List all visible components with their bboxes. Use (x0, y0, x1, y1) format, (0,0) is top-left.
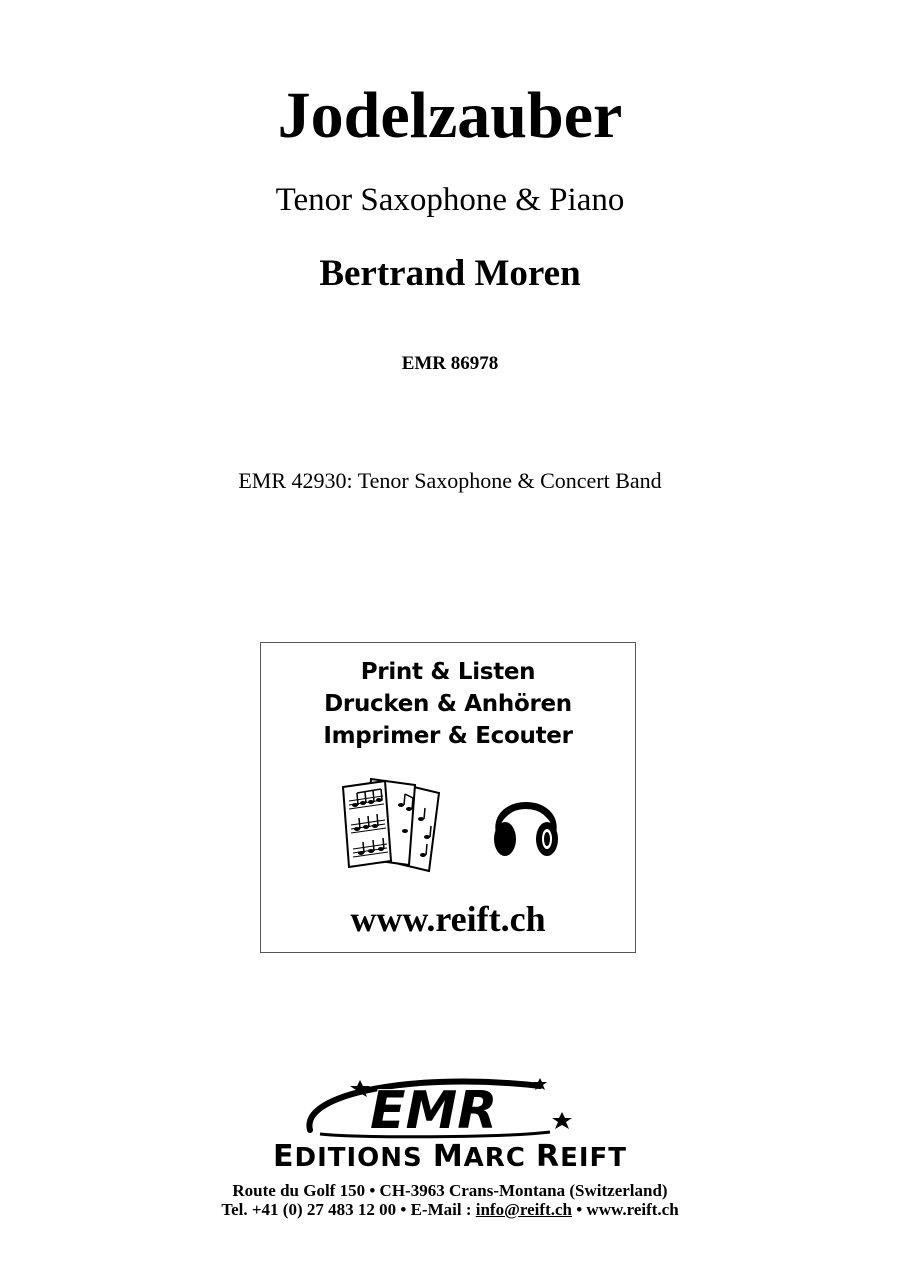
print-listen-box (260, 642, 636, 953)
title: Jodelzauber (277, 79, 623, 152)
instrumentation: Tenor Saxophone & Piano (275, 182, 625, 218)
email-link[interactable]: info@reift.ch (475, 1200, 572, 1219)
catalog-number: EMR 86978 (401, 353, 499, 374)
logo-text: EMR (370, 1081, 498, 1141)
emr-logo (300, 1072, 590, 1142)
promo-line-german: Drucken & Anhören (324, 691, 572, 717)
sheet-music-icon (339, 775, 469, 875)
publisher-name: EDITIONS MARC REIFT (273, 1139, 627, 1174)
publisher-contact: Tel. +41 (0) 27 483 12 00 • E-Mail : info@reift.ch • www.reift.ch (221, 1200, 679, 1219)
headphones-icon (491, 783, 561, 863)
alternate-edition: EMR 42930: Tenor Saxophone & Concert Band (238, 468, 662, 493)
publisher-address: Route du Golf 150 • CH-3963 Crans-Montana (Switzerland) (232, 1181, 668, 1200)
promo-line-english: Print & Listen (360, 659, 536, 685)
promo-website[interactable]: www.reift.ch (350, 899, 546, 939)
composer: Bertrand Moren (319, 253, 581, 294)
promo-line-french: Imprimer & Ecouter (323, 723, 573, 749)
